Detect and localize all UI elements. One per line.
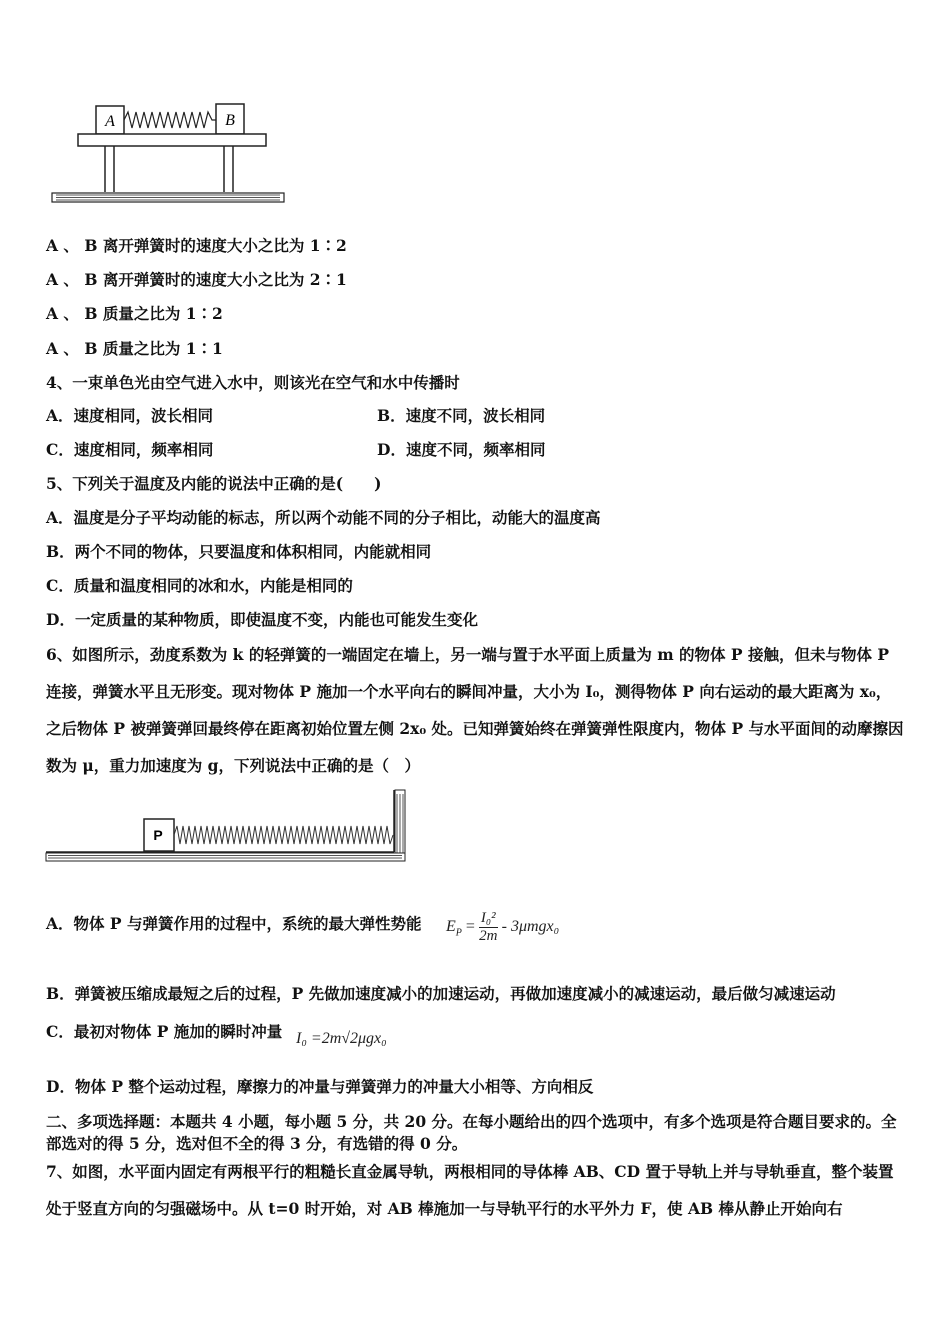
q4-option-b: B．速度不同，波长相同: [377, 406, 546, 425]
section2-heading: 二、多项选择题：本题共 4 小题，每小题 5 分，共 20 分。在每小题给出的四个选项中，有多个选项是符合题目要求的。全部选对的得 5 分，选对但不全的得 3 分，有选错的得 0 分。: [46, 1112, 897, 1153]
figure-block-spring-wall: [44, 786, 410, 874]
q6-option-d: D．物体 P 整个运动过程，摩擦力的冲量与弹簧弹力的冲量大小相等、方向相反: [46, 1077, 594, 1096]
q5-option-d: D．一定质量的某种物质，即使温度不变，内能也可能发生变化: [46, 610, 478, 629]
figure-spring-blocks: [48, 96, 288, 208]
q6-option-b: B．弹簧被压缩成最短之后的过程，P 先做加速度减小的加速运动，再做加速度减小的减速运动，最后做匀减速运动: [46, 984, 836, 1003]
q3-option-a: A 、 B 离开弹簧时的速度大小之比为 1∶2: [46, 236, 347, 255]
q5-option-a: A．温度是分子平均动能的标志，所以两个动能不同的分子相比，动能大的温度高: [46, 508, 601, 527]
q6-stem: 6、如图所示，劲度系数为 k 的轻弹簧的一端固定在墙上，另一端与置于水平面上质量为 m 的物体 P 接触，但未与物体 P 连接，弹簧水平且无形变。现对物体 P 施加一个水平向右的瞬间冲量，大小为 I₀，测得物体 P 向右运动的最大距离为 x₀，之后物体 P 被弹簧弹回最终停在距离初始位置左侧 2x₀ 处。已知弹簧始终在弹簧弹性限度内，物体 P 与水平面间的动摩擦因数为 μ，重力加速度为 g，下列说法中正确的是（ ）: [46, 645, 904, 775]
q5-stem: 5、下列关于温度及内能的说法中正确的是( ): [46, 474, 382, 493]
q3-option-b: A 、 B 离开弹簧时的速度大小之比为 2∶1: [46, 270, 347, 289]
q6-option-c: C．最初对物体 P 施加的瞬时冲量: [46, 1022, 283, 1041]
q4-option-c: C．速度相同，频率相同: [46, 440, 214, 459]
q7-stem: 7、如图，水平面内固定有两根平行的粗糙长直金属导轨，两根相同的导体棒 AB、CD 置于导轨上并与导轨垂直，整个装置处于竖直方向的匀强磁场中。从 t=0 时开始，对 AB 棒施加一与导轨平行的水平外力 F，使 AB 棒从静止开始向右: [46, 1162, 894, 1218]
q6-formula-a: $E_P$ = $\frac{\text{I₀²}}{2m}$ - 3μmgx₀: [446, 910, 560, 944]
q5-option-c: C．质量和温度相同的冰和水，内能是相同的: [46, 576, 353, 595]
block-b-label: B: [225, 112, 235, 129]
q4-stem: 4、一束单色光由空气进入水中，则该光在空气和水中传播时: [46, 373, 460, 392]
q4-option-a: A．速度相同，波长相同: [46, 406, 214, 425]
q6-formula-c: I₀ =2m√2μgx₀: [296, 1030, 387, 1047]
q3-option-d: A 、 B 质量之比为 1∶1: [46, 339, 223, 358]
block-a-label: A: [105, 113, 115, 130]
q3-option-c: A 、 B 质量之比为 1∶2: [46, 304, 223, 323]
q5-option-b: B．两个不同的物体，只要温度和体积相同，内能就相同: [46, 542, 432, 561]
q6-option-a: A．物体 P 与弹簧作用的过程中，系统的最大弹性势能: [46, 914, 422, 933]
block-p-label: P: [153, 827, 163, 843]
q4-option-d: D．速度不同，频率相同: [377, 440, 546, 459]
